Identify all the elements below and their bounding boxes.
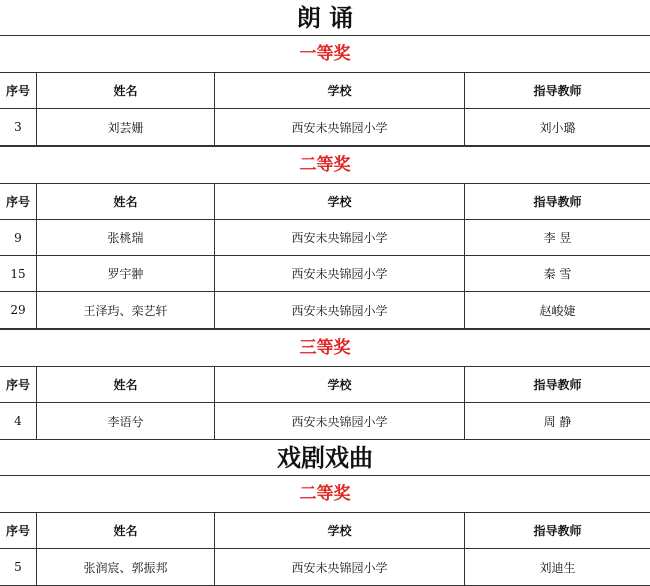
cell-name: 罗宇翀: [37, 256, 215, 291]
table-row: [0, 220, 650, 256]
header-teacher: 指导教师: [533, 195, 582, 209]
prize-heading: 二等奖: [0, 146, 650, 183]
cell-teacher: 秦 雪: [543, 267, 572, 281]
header-teacher: 指导教师: [533, 84, 582, 98]
header-teacher: 指导教师: [533, 378, 582, 392]
header-name: 姓名: [37, 367, 215, 402]
header-school: 学校: [215, 513, 465, 548]
table-header-row: [0, 184, 650, 220]
header-name: 姓名: [37, 513, 215, 548]
cell-teacher: 李 昱: [543, 231, 572, 245]
cell-school: 西安未央锦园小学: [215, 109, 465, 145]
cell-teacher: 周 静: [543, 414, 572, 429]
category-title: 朗 诵: [296, 3, 354, 32]
cell-no: 4: [0, 403, 37, 439]
cell-teacher: 刘迪生: [539, 560, 576, 575]
award-table: [0, 366, 650, 440]
table-row: [0, 403, 650, 440]
award-table: [0, 72, 650, 146]
cell-no: 3: [0, 109, 37, 145]
cell-school: 西安未央锦园小学: [215, 220, 465, 255]
table-row: [0, 549, 650, 586]
header-name: 姓名: [37, 184, 215, 219]
cell-name: 李语兮: [37, 403, 215, 439]
header-school: 学校: [215, 73, 465, 108]
prize-heading: 三等奖: [0, 329, 650, 366]
header-no: 序号: [0, 367, 37, 402]
header-teacher: 指导教师: [533, 524, 582, 538]
cell-no: 5: [0, 549, 37, 585]
cell-teacher: 刘小璐: [539, 120, 576, 135]
prize-heading: 一等奖: [0, 35, 650, 72]
cell-school: 西安未央锦园小学: [215, 256, 465, 291]
cell-name: 王泽玙、栾艺轩: [37, 292, 215, 328]
header-school: 学校: [215, 367, 465, 402]
cell-name: 刘芸姗: [37, 109, 215, 145]
cell-school: 西安未央锦园小学: [215, 292, 465, 328]
header-school: 学校: [215, 184, 465, 219]
cell-teacher: 赵峻婕: [539, 303, 576, 318]
award-table: [0, 183, 650, 329]
cell-no: 9: [0, 220, 37, 255]
table-row: [0, 109, 650, 146]
cell-school: 西安未央锦园小学: [215, 403, 465, 439]
category-title: 戏剧戏曲: [277, 443, 373, 472]
table-header-row: [0, 367, 650, 403]
cell-name: 张桃瑞: [37, 220, 215, 255]
header-no: 序号: [0, 513, 37, 548]
prize-heading: 二等奖: [0, 475, 650, 512]
header-no: 序号: [0, 73, 37, 108]
cell-no: 15: [0, 256, 37, 291]
cell-no: 29: [0, 292, 37, 328]
cell-name: 张润宸、郭振邦: [37, 549, 215, 585]
table-row: [0, 292, 650, 329]
award-table: [0, 512, 650, 586]
table-header-row: [0, 73, 650, 109]
table-header-row: [0, 513, 650, 549]
header-no: 序号: [0, 184, 37, 219]
header-name: 姓名: [37, 73, 215, 108]
cell-school: 西安未央锦园小学: [215, 549, 465, 585]
table-row: [0, 256, 650, 292]
